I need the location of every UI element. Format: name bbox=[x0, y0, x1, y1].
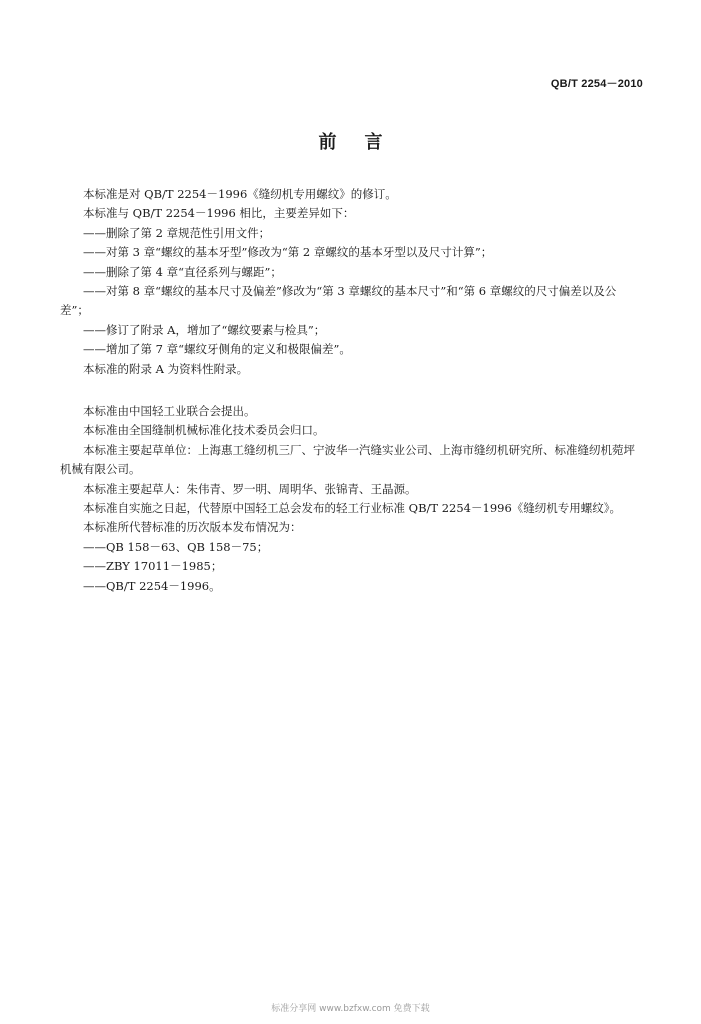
standard-code: QB/T 2254－2010 bbox=[550, 78, 643, 90]
paragraph: 本标准主要起草单位：上海惠工缝纫机三厂、宁波华一汽缝实业公司、上海市缝纫机研究所、标准缝纫机菀坪机械有限公司。 bbox=[60, 442, 635, 477]
list-item: ——对第 8 章“螺纹的基本尺寸及偏差”修改为“第 3 章螺纹的基本尺寸”和“第 6 章螺纹的尺寸偏差以及公差”； bbox=[60, 284, 617, 318]
list-item: ——删除了第 4 章“直径系列与螺距”； bbox=[83, 264, 282, 279]
paragraph: 本标准所代替标准的历次版本发布情况为： bbox=[83, 520, 302, 535]
paragraph: 本标准主要起草人：朱伟青、罗一明、周明华、张锦青、王晶源。 bbox=[83, 481, 417, 496]
list-item: ——QB 158－63、QB 158－75； bbox=[83, 539, 269, 554]
paragraph: 本标准的附录 A 为资料性附录。 bbox=[83, 361, 249, 376]
list-item: ——QB/T 2254－1996。 bbox=[83, 578, 221, 593]
paragraph: 本标准自实施之日起，代替原中国轻工总会发布的轻工行业标准 QB/T 2254－1996《缝纫机专用螺纹》。 bbox=[83, 501, 622, 516]
list-item: ——删除了第 2 章规范性引用文件； bbox=[83, 225, 271, 240]
page-title: 前言 bbox=[318, 132, 411, 153]
paragraph: 本标准由全国缝制机械标准化技术委员会归口。 bbox=[83, 423, 325, 438]
drafting-section bbox=[60, 402, 645, 596]
paragraph: 本标准是对 QB/T 2254－1996《缝纫机专用螺纹》的修订。 bbox=[83, 187, 397, 201]
watermark: 标准分享网 www.bzfxw.com 免费下载 bbox=[271, 1004, 430, 1014]
revision-section bbox=[60, 185, 645, 379]
list-item: ——ZBY 17011－1985； bbox=[83, 559, 223, 574]
list-item: ——对第 3 章“螺纹的基本牙型”修改为“第 2 章螺纹的基本牙型以及尺寸计算”； bbox=[83, 245, 493, 260]
list-item: ——增加了第 7 章“螺纹牙侧角的定义和极限偏差”。 bbox=[83, 342, 351, 357]
paragraph: 本标准由中国轻工业联合会提出。 bbox=[83, 404, 256, 418]
paragraph: 本标准与 QB/T 2254－1996 相比，主要差异如下： bbox=[83, 206, 355, 221]
list-item: ——修订了附录 A，增加了“螺纹要素与检具”； bbox=[83, 322, 326, 337]
